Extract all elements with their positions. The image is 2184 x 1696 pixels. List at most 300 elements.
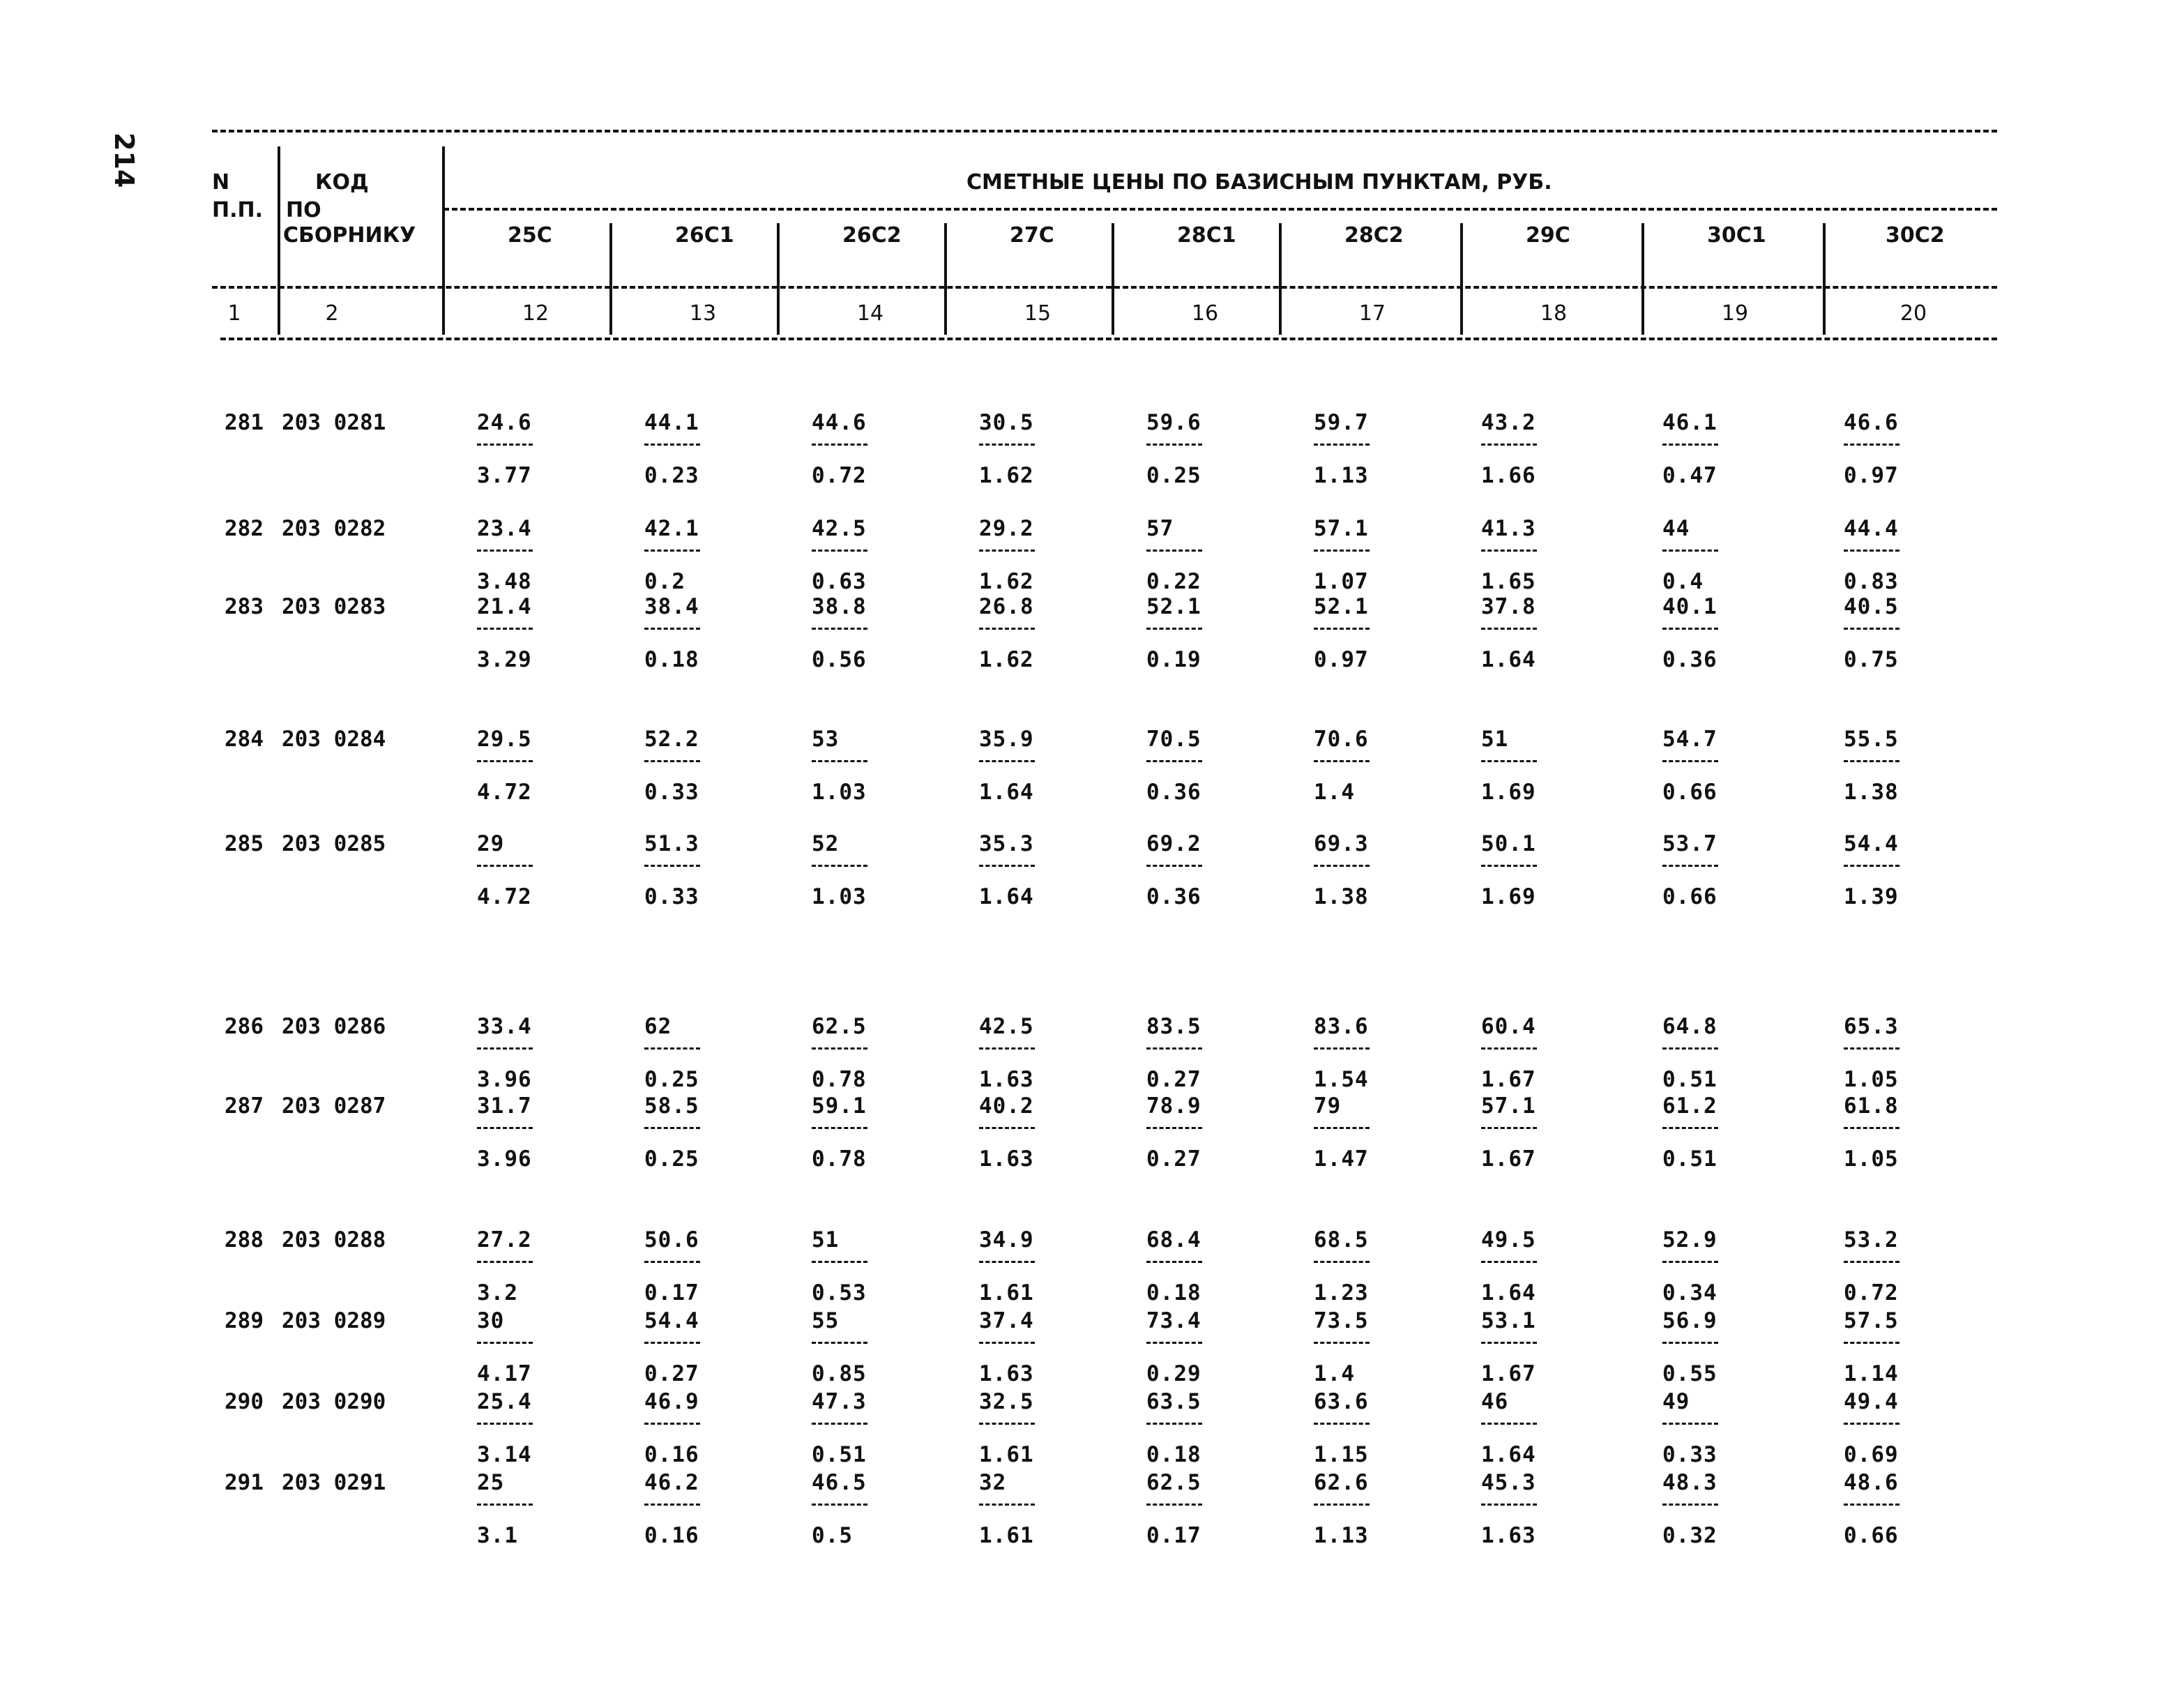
fraction-line — [1662, 865, 1718, 867]
header-col-n: N — [212, 170, 230, 195]
point-divider — [777, 223, 780, 335]
price-value: 48.3 — [1662, 1470, 1717, 1495]
price-value: 50.1 — [1481, 831, 1536, 856]
row-number: 284 — [225, 727, 264, 752]
fraction-line — [812, 1127, 867, 1129]
row-code: 203 0285 — [282, 831, 386, 856]
price-coefficient: 1.15 — [1314, 1442, 1369, 1467]
price-value: 44 — [1662, 516, 1690, 541]
price-value: 62.5 — [1146, 1470, 1201, 1495]
row-number: 283 — [225, 594, 264, 619]
point-header: 27С — [1010, 223, 1054, 248]
fraction-line — [1662, 1423, 1718, 1425]
price-value: 52.1 — [1146, 594, 1201, 619]
fraction-line — [1314, 865, 1370, 867]
price-value: 46.5 — [812, 1470, 867, 1495]
price-value: 46.1 — [1662, 410, 1717, 435]
fraction-line — [1662, 628, 1718, 630]
column-number: 13 — [689, 301, 717, 326]
fraction-line — [1481, 1047, 1537, 1050]
price-value: 64.8 — [1662, 1014, 1717, 1039]
header-title-rule — [443, 208, 1997, 211]
fraction-line — [1314, 444, 1370, 446]
price-value: 44.6 — [812, 410, 867, 435]
row-number: 287 — [225, 1093, 264, 1119]
row-code: 203 0291 — [282, 1470, 386, 1495]
price-coefficient: 1.13 — [1314, 1523, 1369, 1548]
fraction-line — [979, 550, 1035, 552]
price-coefficient: 1.63 — [1481, 1523, 1536, 1548]
price-coefficient: 4.72 — [477, 884, 532, 909]
fraction-line — [812, 1423, 867, 1425]
fraction-line — [477, 444, 533, 446]
price-value: 54.4 — [644, 1308, 699, 1333]
price-value: 57.1 — [1481, 1093, 1536, 1119]
fraction-line — [1481, 1342, 1537, 1344]
point-header: 25С — [508, 223, 552, 248]
fraction-line — [477, 628, 533, 630]
price-coefficient: 0.18 — [1146, 1442, 1201, 1467]
price-coefficient: 0.17 — [1146, 1523, 1201, 1548]
point-header: 28С1 — [1177, 223, 1236, 248]
point-divider — [1460, 223, 1463, 335]
price-value: 53.1 — [1481, 1308, 1536, 1333]
price-value: 51 — [812, 1227, 840, 1252]
price-value: 44.4 — [1844, 516, 1899, 541]
point-divider — [1641, 223, 1644, 335]
fraction-line — [1314, 1261, 1370, 1263]
price-coefficient: 0.36 — [1662, 647, 1717, 672]
price-coefficient: 3.1 — [477, 1523, 518, 1548]
price-value: 25.4 — [477, 1389, 532, 1414]
price-value: 30 — [477, 1308, 505, 1333]
fraction-line — [1662, 1342, 1718, 1344]
fraction-line — [1146, 1127, 1202, 1129]
price-value: 52 — [812, 831, 840, 856]
fraction-line — [1146, 444, 1202, 446]
price-value: 44.1 — [644, 410, 699, 435]
price-value: 33.4 — [477, 1014, 532, 1039]
price-coefficient: 1.64 — [1481, 647, 1536, 672]
price-coefficient: 1.67 — [1481, 1067, 1536, 1092]
price-coefficient: 0.19 — [1146, 647, 1201, 672]
fraction-line — [1146, 628, 1202, 630]
row-number: 289 — [225, 1308, 264, 1333]
price-value: 40.1 — [1662, 594, 1717, 619]
row-code: 203 0286 — [282, 1014, 386, 1039]
price-coefficient: 0.36 — [1146, 780, 1201, 805]
price-value: 34.9 — [979, 1227, 1034, 1252]
point-divider — [1279, 223, 1282, 335]
price-coefficient: 1.03 — [812, 780, 867, 805]
price-coefficient: 3.96 — [477, 1146, 532, 1172]
fraction-line — [1844, 865, 1899, 867]
price-value: 38.4 — [644, 594, 699, 619]
price-coefficient: 0.25 — [644, 1067, 699, 1092]
price-value: 21.4 — [477, 594, 532, 619]
price-coefficient: 0.25 — [644, 1146, 699, 1172]
fraction-line — [477, 1261, 533, 1263]
fraction-line — [644, 444, 700, 446]
row-code: 203 0288 — [282, 1227, 386, 1252]
fraction-line — [1844, 1261, 1899, 1263]
price-coefficient: 0.27 — [644, 1361, 699, 1386]
fraction-line — [1481, 865, 1537, 867]
price-value: 46.2 — [644, 1470, 699, 1495]
price-coefficient: 1.66 — [1481, 463, 1536, 488]
price-value: 62.6 — [1314, 1470, 1369, 1495]
fraction-line — [812, 1504, 867, 1506]
price-value: 62 — [644, 1014, 672, 1039]
fraction-line — [1481, 1127, 1537, 1129]
column-number: 16 — [1191, 301, 1219, 326]
fraction-line — [979, 865, 1035, 867]
price-value: 37.4 — [979, 1308, 1034, 1333]
fraction-line — [1844, 1342, 1899, 1344]
price-coefficient: 1.69 — [1481, 780, 1536, 805]
price-value: 54.4 — [1844, 831, 1899, 856]
fraction-line — [1481, 760, 1537, 762]
price-coefficient: 1.05 — [1844, 1146, 1899, 1172]
price-coefficient: 0.27 — [1146, 1146, 1201, 1172]
price-coefficient: 3.96 — [477, 1067, 532, 1092]
price-coefficient: 1.05 — [1844, 1067, 1899, 1092]
price-value: 83.6 — [1314, 1014, 1369, 1039]
price-coefficient: 0.51 — [1662, 1067, 1717, 1092]
price-value: 78.9 — [1146, 1093, 1201, 1119]
price-value: 73.4 — [1146, 1308, 1201, 1333]
column-number: 1 — [227, 301, 241, 326]
point-header: 26С2 — [842, 223, 902, 248]
price-value: 35.9 — [979, 727, 1034, 752]
price-coefficient: 0.16 — [644, 1442, 699, 1467]
price-coefficient: 0.78 — [812, 1146, 867, 1172]
price-value: 53.7 — [1662, 831, 1717, 856]
column-number: 18 — [1540, 301, 1568, 326]
price-coefficient: 1.23 — [1314, 1280, 1369, 1305]
price-value: 59.7 — [1314, 410, 1369, 435]
point-divider — [1823, 223, 1826, 335]
fraction-line — [1481, 628, 1537, 630]
price-value: 52.2 — [644, 727, 699, 752]
header-code-2: ПО — [286, 198, 321, 222]
fraction-line — [1314, 550, 1370, 552]
fraction-line — [644, 1127, 700, 1129]
column-number: 15 — [1024, 301, 1052, 326]
price-coefficient: 0.63 — [812, 569, 867, 594]
price-value: 53.2 — [1844, 1227, 1899, 1252]
price-coefficient: 1.13 — [1314, 463, 1369, 488]
price-coefficient: 0.32 — [1662, 1523, 1717, 1548]
row-number: 281 — [225, 410, 264, 435]
fraction-line — [979, 1047, 1035, 1050]
row-code: 203 0289 — [282, 1308, 386, 1333]
price-coefficient: 0.55 — [1662, 1361, 1717, 1386]
price-value: 26.8 — [979, 594, 1034, 619]
price-value: 58.5 — [644, 1093, 699, 1119]
fraction-line — [1844, 550, 1899, 552]
price-coefficient: 3.29 — [477, 647, 532, 672]
price-coefficient: 1.61 — [979, 1523, 1034, 1548]
fraction-line — [1314, 760, 1370, 762]
row-number: 282 — [225, 516, 264, 541]
fraction-line — [1844, 1423, 1899, 1425]
price-coefficient: 1.67 — [1481, 1361, 1536, 1386]
price-value: 35.3 — [979, 831, 1034, 856]
fraction-line — [812, 1047, 867, 1050]
price-value: 46.6 — [1844, 410, 1899, 435]
point-header: 26С1 — [675, 223, 734, 248]
price-value: 46 — [1481, 1389, 1509, 1414]
fraction-line — [979, 1261, 1035, 1263]
header-mid-rule — [212, 286, 1997, 289]
price-value: 59.1 — [812, 1093, 867, 1119]
price-value: 24.6 — [477, 410, 532, 435]
fraction-line — [1844, 1047, 1899, 1050]
price-coefficient: 0.36 — [1146, 884, 1201, 909]
fraction-line — [1844, 1127, 1899, 1129]
price-coefficient: 0.78 — [812, 1067, 867, 1092]
fraction-line — [477, 865, 533, 867]
fraction-line — [644, 1423, 700, 1425]
point-header: 29С — [1526, 223, 1570, 248]
price-coefficient: 4.17 — [477, 1361, 532, 1386]
price-coefficient: 3.2 — [477, 1280, 518, 1305]
price-value: 42.5 — [979, 1014, 1034, 1039]
price-coefficient: 0.85 — [812, 1361, 867, 1386]
fraction-line — [1314, 1127, 1370, 1129]
price-value: 55 — [812, 1308, 840, 1333]
price-coefficient: 0.56 — [812, 647, 867, 672]
price-value: 43.2 — [1481, 410, 1536, 435]
column-number: 17 — [1358, 301, 1386, 326]
fraction-line — [1146, 1423, 1202, 1425]
price-value: 51.3 — [644, 831, 699, 856]
price-coefficient: 3.77 — [477, 463, 532, 488]
price-value: 47.3 — [812, 1389, 867, 1414]
price-coefficient: 0.53 — [812, 1280, 867, 1305]
row-code: 203 0284 — [282, 727, 386, 752]
price-coefficient: 1.63 — [979, 1146, 1034, 1172]
price-value: 63.5 — [1146, 1389, 1201, 1414]
fraction-line — [644, 550, 700, 552]
fraction-line — [644, 1342, 700, 1344]
price-coefficient: 0.66 — [1844, 1523, 1899, 1548]
price-coefficient: 0.33 — [644, 884, 699, 909]
price-coefficient: 1.65 — [1481, 569, 1536, 594]
price-coefficient: 0.18 — [1146, 1280, 1201, 1305]
price-value: 70.5 — [1146, 727, 1201, 752]
fraction-line — [1481, 1423, 1537, 1425]
fraction-line — [644, 760, 700, 762]
fraction-line — [812, 1261, 867, 1263]
price-value: 40.5 — [1844, 594, 1899, 619]
price-value: 40.2 — [979, 1093, 1034, 1119]
price-value: 29.5 — [477, 727, 532, 752]
row-code: 203 0282 — [282, 516, 386, 541]
price-coefficient: 1.62 — [979, 463, 1034, 488]
price-coefficient: 3.48 — [477, 569, 532, 594]
row-code: 203 0283 — [282, 594, 386, 619]
fraction-line — [1146, 1047, 1202, 1050]
fraction-line — [1146, 1504, 1202, 1506]
fraction-line — [979, 1423, 1035, 1425]
price-value: 59.6 — [1146, 410, 1201, 435]
price-value: 29.2 — [979, 516, 1034, 541]
price-coefficient: 0.17 — [644, 1280, 699, 1305]
column-number: 12 — [522, 301, 549, 326]
price-coefficient: 3.14 — [477, 1442, 532, 1467]
price-value: 48.6 — [1844, 1470, 1899, 1495]
price-value: 49 — [1662, 1389, 1690, 1414]
price-value: 53 — [812, 727, 840, 752]
point-header: 30С1 — [1707, 223, 1766, 248]
price-value: 27.2 — [477, 1227, 532, 1252]
fraction-line — [1146, 865, 1202, 867]
price-coefficient: 0.66 — [1662, 884, 1717, 909]
price-value: 49.4 — [1844, 1389, 1899, 1414]
point-header: 28С2 — [1344, 223, 1404, 248]
price-value: 68.4 — [1146, 1227, 1201, 1252]
fraction-line — [1662, 1127, 1718, 1129]
fraction-line — [477, 1127, 533, 1129]
price-coefficient: 0.51 — [812, 1442, 867, 1467]
row-number: 288 — [225, 1227, 264, 1252]
fraction-line — [477, 550, 533, 552]
price-coefficient: 0.83 — [1844, 569, 1899, 594]
fraction-line — [1146, 1342, 1202, 1344]
fraction-line — [1662, 1261, 1718, 1263]
fraction-line — [979, 760, 1035, 762]
header-top-rule — [212, 130, 1997, 132]
price-coefficient: 0.25 — [1146, 463, 1201, 488]
point-divider — [609, 223, 612, 335]
fraction-line — [1844, 628, 1899, 630]
header-divider — [442, 146, 445, 335]
header-code-1: КОД — [315, 170, 369, 195]
price-coefficient: 1.64 — [1481, 1280, 1536, 1305]
header-code-3: СБОРНИКУ — [283, 223, 416, 248]
price-coefficient: 1.61 — [979, 1280, 1034, 1305]
row-code: 203 0281 — [282, 410, 386, 435]
fraction-line — [644, 1504, 700, 1506]
fraction-line — [477, 1423, 533, 1425]
price-value: 54.7 — [1662, 727, 1717, 752]
price-coefficient: 1.62 — [979, 569, 1034, 594]
price-coefficient: 0.4 — [1662, 569, 1704, 594]
price-value: 69.3 — [1314, 831, 1369, 856]
price-value: 70.6 — [1314, 727, 1369, 752]
price-coefficient: 0.69 — [1844, 1442, 1899, 1467]
price-value: 32.5 — [979, 1389, 1034, 1414]
price-coefficient: 0.72 — [812, 463, 867, 488]
price-value: 60.4 — [1481, 1014, 1536, 1039]
fraction-line — [1662, 550, 1718, 552]
fraction-line — [812, 760, 867, 762]
price-coefficient: 1.54 — [1314, 1067, 1369, 1092]
fraction-line — [1844, 444, 1899, 446]
price-coefficient: 1.62 — [979, 647, 1034, 672]
price-value: 49.5 — [1481, 1227, 1536, 1252]
price-value: 65.3 — [1844, 1014, 1899, 1039]
price-coefficient: 0.47 — [1662, 463, 1717, 488]
fraction-line — [477, 760, 533, 762]
price-coefficient: 1.63 — [979, 1067, 1034, 1092]
fraction-line — [1844, 760, 1899, 762]
fraction-line — [1314, 628, 1370, 630]
point-divider — [1112, 223, 1114, 335]
price-coefficient: 1.64 — [979, 884, 1034, 909]
price-coefficient: 1.4 — [1314, 1361, 1355, 1386]
fraction-line — [812, 1342, 867, 1344]
price-value: 55.5 — [1844, 727, 1899, 752]
price-value: 63.6 — [1314, 1389, 1369, 1414]
price-coefficient: 0.75 — [1844, 647, 1899, 672]
price-coefficient: 0.33 — [644, 780, 699, 805]
fraction-line — [1481, 1504, 1537, 1506]
price-value: 41.3 — [1481, 516, 1536, 541]
price-value: 31.7 — [477, 1093, 532, 1119]
price-value: 57 — [1146, 516, 1174, 541]
price-coefficient: 1.47 — [1314, 1146, 1369, 1172]
fraction-line — [1481, 444, 1537, 446]
fraction-line — [1314, 1047, 1370, 1050]
price-coefficient: 0.51 — [1662, 1146, 1717, 1172]
price-coefficient: 1.4 — [1314, 780, 1355, 805]
column-number: 19 — [1721, 301, 1749, 326]
fraction-line — [979, 444, 1035, 446]
fraction-line — [1314, 1423, 1370, 1425]
fraction-line — [644, 1047, 700, 1050]
price-value: 61.8 — [1844, 1093, 1899, 1119]
column-number: 2 — [325, 301, 339, 326]
price-value: 45.3 — [1481, 1470, 1536, 1495]
price-value: 23.4 — [477, 516, 532, 541]
price-coefficient: 1.69 — [1481, 884, 1536, 909]
fraction-line — [1662, 760, 1718, 762]
fraction-line — [477, 1047, 533, 1050]
price-value: 42.5 — [812, 516, 867, 541]
price-coefficient: 0.97 — [1314, 647, 1369, 672]
price-coefficient: 0.97 — [1844, 463, 1899, 488]
header-col-pp: П.П. — [212, 198, 264, 222]
fraction-line — [1662, 1047, 1718, 1050]
fraction-line — [1662, 444, 1718, 446]
price-value: 61.2 — [1662, 1093, 1717, 1119]
price-coefficient: 0.5 — [812, 1523, 853, 1548]
price-value: 57.5 — [1844, 1308, 1899, 1333]
price-coefficient: 1.64 — [979, 780, 1034, 805]
price-coefficient: 1.07 — [1314, 569, 1369, 594]
price-coefficient: 1.64 — [1481, 1442, 1536, 1467]
point-divider — [944, 223, 947, 335]
row-number: 291 — [225, 1470, 264, 1495]
price-value: 46.9 — [644, 1389, 699, 1414]
price-coefficient: 1.39 — [1844, 884, 1899, 909]
fraction-line — [1146, 760, 1202, 762]
fraction-line — [1146, 1261, 1202, 1263]
price-value: 73.5 — [1314, 1308, 1369, 1333]
price-value: 29 — [477, 831, 505, 856]
row-code: 203 0287 — [282, 1093, 386, 1119]
price-value: 79 — [1314, 1093, 1342, 1119]
price-value: 25 — [477, 1470, 505, 1495]
price-coefficient: 0.33 — [1662, 1442, 1717, 1467]
fraction-line — [1662, 1504, 1718, 1506]
price-coefficient: 1.63 — [979, 1361, 1034, 1386]
price-value: 32 — [979, 1470, 1007, 1495]
fraction-line — [1146, 550, 1202, 552]
